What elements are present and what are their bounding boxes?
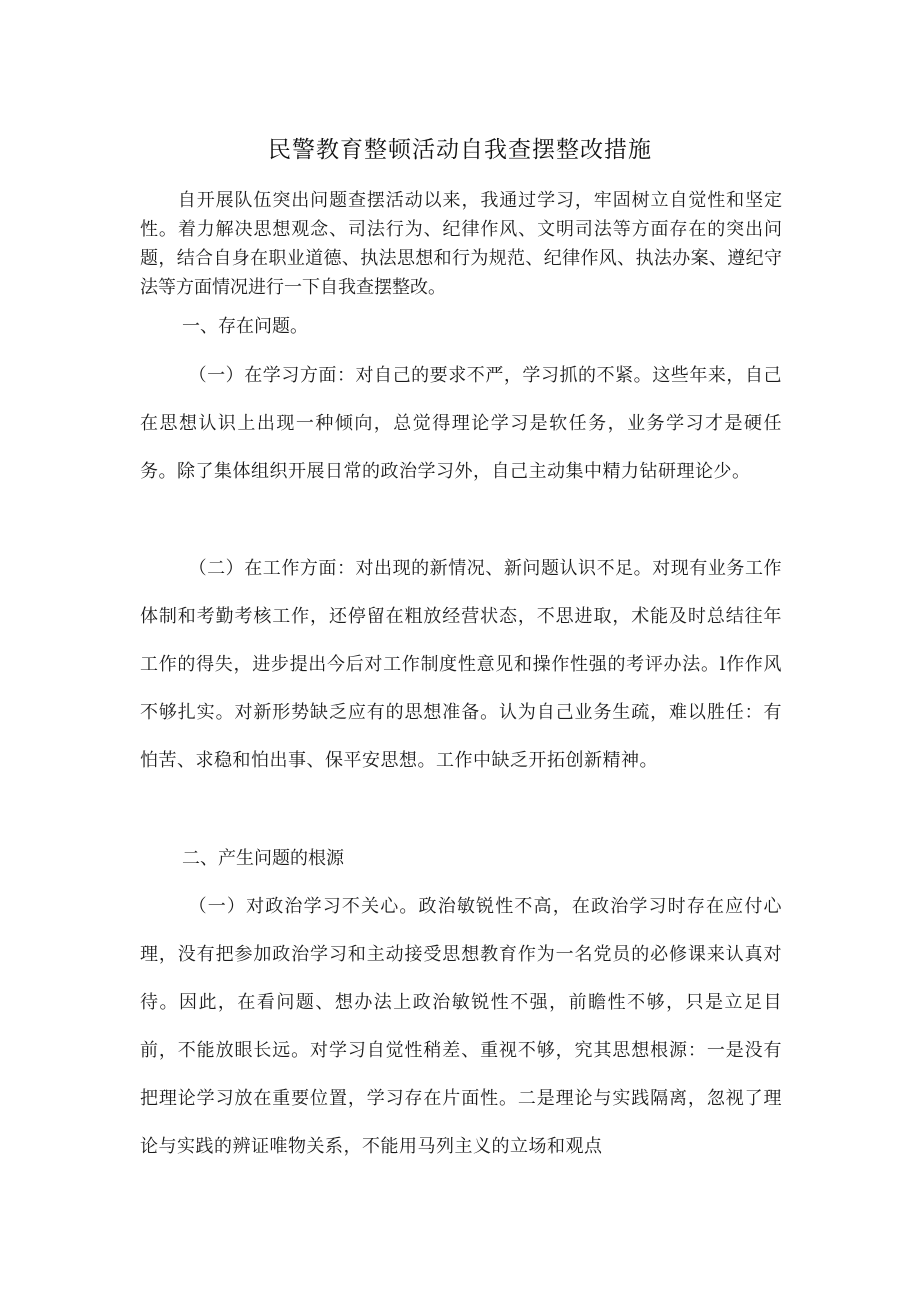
paragraph-political-study: （一）对政治学习不关心。政治敏锐性不高，在政治学习时存在应付心理，没有把参加政治学习和主动接受思想教育作为一名党员的必修课来认真对待。因此，在看问题、想办法上政治敏锐性不强，前瞻性不够，只是立足目前，不能放眼长远。对学习自觉性稍差、重视不够，究其思想根源：一是没有把理论学习放在重要位置，学习存在片面性。二是理论与实践隔离，忽视了理论与实践的辨证唯物关系，不能用马列主义的立场和观点	[140, 896, 782, 1157]
section-heading-root-causes: 二、产生问题的根源	[182, 848, 344, 869]
paragraph-work-problems: （二）在工作方面：对出现的新情况、新问题认识不足。对现有业务工作体制和考勤考核工作，还停留在粗放经营状态，不思进取，术能及时总结往年工作的得失，进步提出今后对工作制度性意见和操作性强的考评办法。l作作风不够扎实。对新形势缺乏应有的思想准备。认为自己业务生疏，难以胜任：有怕苦、求稳和怕出事、保平安思想。工作中缺乏开拓创新精神。	[140, 558, 782, 771]
document-title: 民警教育整顿活动自我查摆整改措施	[268, 137, 652, 163]
section-heading-problems: 一、存在问题。	[182, 316, 308, 337]
paragraph-study-problems: （一）在学习方面：对自己的要求不严，学习抓的不紧。这些年来，自己在思想认识上出现一种倾向，总觉得理论学习是软任务，业务学习才是硬任务。除了集体组织开展日常的政治学习外，自己主动集中精力钻研理论少。	[140, 365, 782, 482]
intro-paragraph: 自开展队伍突出问题查摆活动以来，我通过学习，牢固树立自觉性和坚定性。着力解决思想观念、司法行为、纪律作风、文明司法等方面存在的突出问题，结合自身在职业道德、执法思想和行为规范、纪律作风、执法办案、遵纪守法等方面情况进行一下自我查摆整改。	[140, 190, 782, 298]
